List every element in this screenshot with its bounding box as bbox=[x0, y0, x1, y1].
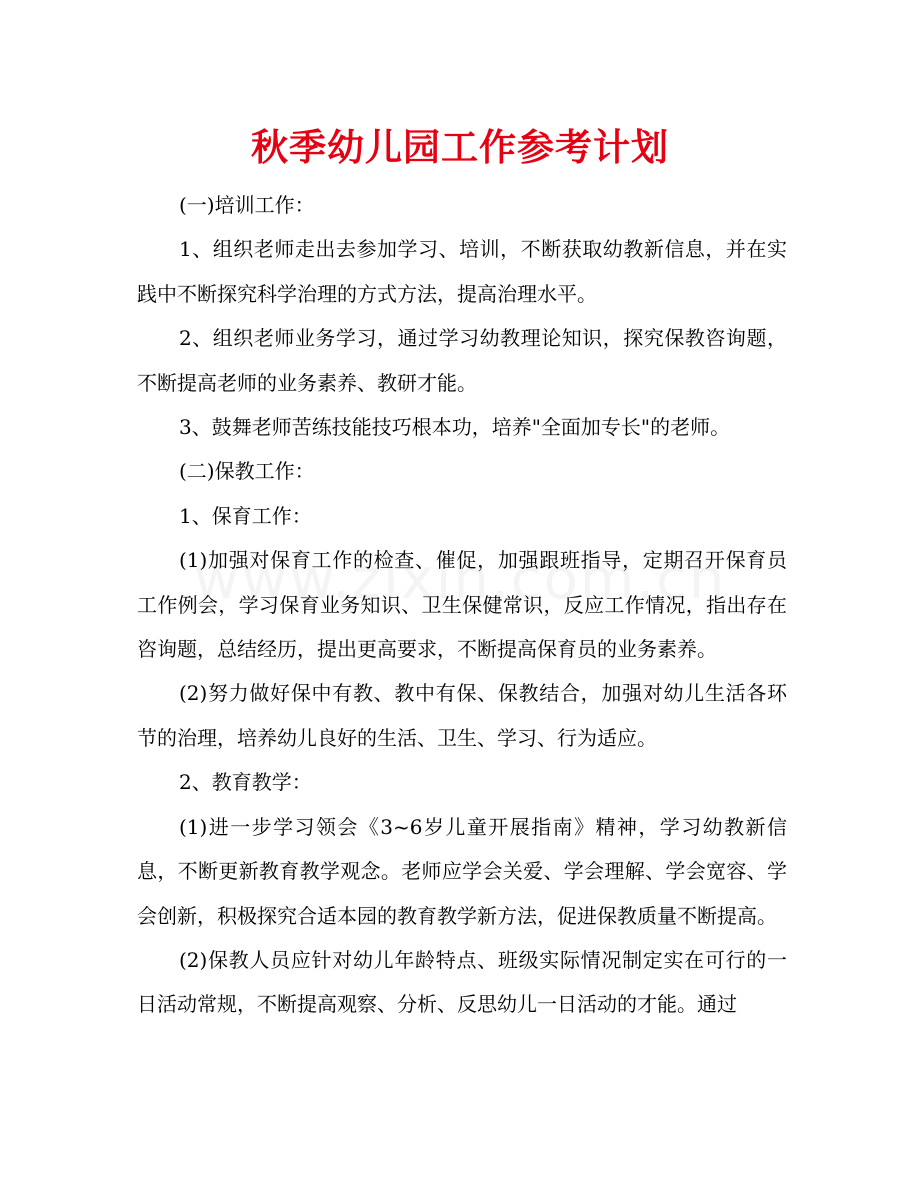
paragraph-training-1: 1、组织老师走出去参加学习、培训，不断获取幼教新信息，并在实践中不断探究科学治理的方式方法，提高治理水平。 bbox=[137, 237, 787, 306]
paragraph-care-1: (1)加强对保育工作的检查、催促，加强跟班指导，定期召开保育员工作例会，学习保育业务知识、卫生保健常识，反应工作情况，指出存在咨询题，总结经历，提出更高要求，不断提高保育员的业务素养。 bbox=[137, 548, 787, 662]
paragraph-care-2: (2)努力做好保中有教、教中有保、保教结合，加强对幼儿生活各环节的治理，培养幼儿良好的生活、卫生、学习、行为适应。 bbox=[137, 681, 787, 750]
subheading-teaching: 2、教育教学： bbox=[179, 770, 312, 795]
paragraph-teaching-2: (2)保教人员应针对幼儿年龄特点、班级实际情况制定实在可行的一日活动常规，不断提高观察、分析、反思幼儿一日活动的才能。通过 bbox=[137, 947, 787, 1017]
document-title: 秋季幼儿园工作参考计划 bbox=[251, 126, 669, 169]
paragraph-training-3: 3、鼓舞老师苦练技能技巧根本功，培养"全面加专长"的老师。 bbox=[179, 415, 731, 440]
paragraph-training-2: 2、组织老师业务学习，通过学习幼教理论知识，探究保教咨询题，不断提高老师的业务素养、教研才能。 bbox=[137, 326, 787, 395]
section-heading-care-education: (二)保教工作： bbox=[179, 459, 315, 484]
paragraph-teaching-1: (1)进一步学习领会《3~6岁儿童开展指南》精神，学习幼教新信息，不断更新教育教学观念。老师应学会关爱、学会理解、学会宽容、学会创新，积极探究合适本园的教育教学新方法，促进保教质量不断提高。 bbox=[137, 814, 787, 928]
section-heading-training: (一)培训工作： bbox=[179, 193, 315, 217]
subheading-care-work: 1、保育工作： bbox=[179, 503, 312, 528]
document-body bbox=[137, 183, 787, 1027]
